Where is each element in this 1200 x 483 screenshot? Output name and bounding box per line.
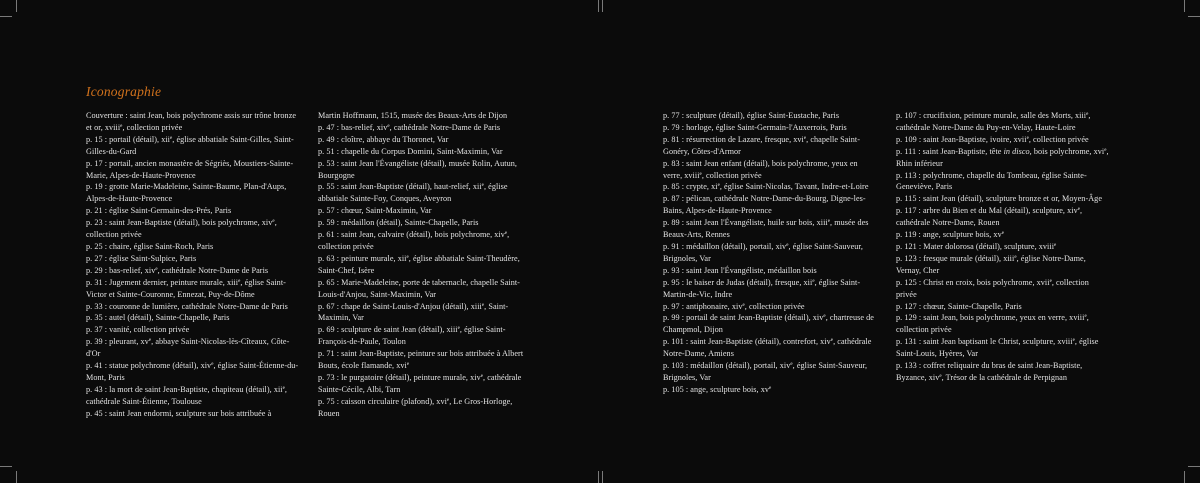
- caption-entry: p. 123 : fresque murale (détail), xiii$^e$, église Notre-Dame, Vernay, Cher: [896, 253, 1086, 275]
- crop-mark: [598, 0, 599, 12]
- caption-entry: p. 63 : peinture murale, xii$^e$, église abbatiale Saint-Theudère, Saint-Chef, Isère: [318, 253, 520, 275]
- caption-entry: p. 35 : autel (détail), Sainte-Chapelle, Paris: [86, 313, 230, 323]
- caption-entry: p. 37 : vanité, collection privée: [86, 325, 190, 335]
- caption-entry: p. 121 : Mater dolorosa (détail), sculpture, xviii$^e$: [896, 241, 1057, 251]
- caption-entry: p. 61 : saint Jean, calvaire (détail), bois polychrome, xiv$^e$, collection privée: [318, 230, 510, 251]
- caption-entry: p. 89 : saint Jean l'Évangéliste, huile sur bois, xiii$^e$, musée des Beaux-Arts, Rennes: [663, 218, 869, 240]
- caption-entry: p. 93 : saint Jean l'Évangéliste, médaillon bois: [663, 265, 817, 275]
- caption-entry: p. 67 : chape de Saint-Louis-d'Anjou (détail), xiii$^e$, Saint-Maximin, Var: [318, 301, 509, 323]
- caption-entry: p. 65 : Marie-Madeleine, porte de tabernacle, chapelle Saint-Louis-d'Anjou, Saint-Maximin, Var: [318, 277, 520, 299]
- caption-entry: p. 17 : portail, ancien monastère de Ségriès, Moustiers-Sainte-Marie, Alpes-de-Haute-Provence: [86, 158, 294, 180]
- caption-entry: Couverture : saint Jean, bois polychrome assis sur trône bronze et or, xviii$^e$, collection privée: [86, 111, 297, 132]
- caption-entry: p. 15 : portail (détail), xii$^e$, église abbatiale Saint-Gilles, Saint-Gilles-du-Gard: [86, 134, 294, 156]
- caption-entry: p. 105 : ange, sculpture bois, $xv^e$: [663, 384, 772, 394]
- caption-entry: p. 43 : la mort de saint Jean-Baptiste, chapiteau (détail), xii$^e$, cathédrale Saint-Étienne, Toulouse: [86, 384, 288, 406]
- crop-mark: [16, 471, 17, 483]
- page-title: Iconographie: [86, 84, 162, 99]
- caption-entry: p. 47 : bas-relief, xiv$^e$, cathédrale Notre-Dame de Paris: [318, 122, 501, 132]
- crop-mark: [1184, 0, 1185, 12]
- caption-entry: p. 131 : saint Jean baptisant le Christ, sculpture, xviii$^e$, église Saint-Louis, Hyères, Var: [896, 337, 1099, 359]
- caption-entry: p. 31 : Jugement dernier, peinture murale, xiii$^e$, église Saint-Victor et Sainte-Couronne, Ennezat, Puy-de-Dôme: [86, 277, 286, 299]
- caption-entry: Martin Hoffmann, 1515, musée des Beaux-Arts de Dijon: [318, 111, 508, 120]
- caption-entry: p. 101 : saint Jean-Baptiste (détail), contrefort, xiv$^e$, cathédrale Notre-Dame, Amiens: [663, 337, 872, 359]
- caption-entry: p. 55 : saint Jean-Baptiste (détail), haut-relief, xii$^e$, église abbatiale Sainte-Foy, Conques, Aveyron: [318, 182, 508, 204]
- caption-entry: p. 81 : résurrection de Lazare, fresque, xvi$^e$, chapelle Saint-Gonéry, Côtes-d'Armor: [663, 134, 860, 156]
- caption-entry: p. 127 : chœur, Sainte-Chapelle, Paris: [896, 301, 1022, 311]
- caption-entry: p. 115 : saint Jean (détail), sculpture bronze et or, Moyen-Âge: [896, 194, 1103, 204]
- caption-entry: p. 27 : église Saint-Sulpice, Paris: [86, 253, 197, 263]
- crop-mark: [0, 466, 12, 467]
- caption-entry: p. 57 : chœur, Saint-Maximin, Var: [318, 206, 432, 216]
- caption-entry: p. 21 : église Saint-Germain-des-Prés, Paris: [86, 206, 232, 216]
- caption-entry: p. 85 : crypte, $xi^e$, église Saint-Nicolas, Tavant, Indre-et-Loire: [663, 182, 869, 192]
- caption-entry: p. 87 : pélican, cathédrale Notre-Dame-du-Bourg, Digne-les-Bains, Alpes-de-Haute-Provence: [663, 194, 866, 216]
- text-column-4: [896, 110, 1110, 384]
- caption-entry: p. 39 : pleurant, $xv^e$, abbaye Saint-Nicolas-lès-Cîteaux, Côte-d'Or: [86, 337, 290, 359]
- caption-entry: p. 109 : saint Jean-Baptiste, ivoire, xvii$^e$, collection privée: [896, 134, 1089, 144]
- caption-entry: p. 83 : saint Jean enfant (détail), bois polychrome, yeux en verre, xviii$^e$, collection privée: [663, 158, 858, 180]
- caption-entry: p. 23 : saint Jean-Baptiste (détail), bois polychrome, xiv$^e$, collection privée: [86, 218, 277, 240]
- crop-mark: [602, 0, 603, 12]
- caption-entry: p. 77 : sculpture (détail), église Saint-Eustache, Paris: [663, 111, 840, 120]
- crop-mark: [598, 471, 599, 483]
- crop-mark: [1184, 471, 1185, 483]
- caption-entry: p. 111 : saint Jean-Baptiste, tête in disco, bois polychrome, xvi$^e$, Rhin inférieur: [896, 146, 1109, 168]
- caption-entry: p. 103 : médaillon (détail), portail, xiv$^e$, église Saint-Sauveur, Brignoles, Var: [663, 361, 868, 382]
- crop-mark: [0, 16, 12, 17]
- caption-entry: p. 53 : saint Jean l'Évangéliste (détail), musée Rolin, Autun, Bourgogne: [318, 158, 517, 180]
- caption-entry: p. 45 : saint Jean endormi, sculpture sur bois attribuée à: [86, 408, 272, 418]
- text-column-2: [318, 110, 532, 420]
- caption-entry: p. 119 : ange, sculpture bois, $xv^e$: [896, 230, 1005, 240]
- caption-entry: p. 29 : bas-relief, xiv$^e$, cathédrale Notre-Dame de Paris: [86, 265, 269, 275]
- caption-entry: p. 133 : coffret reliquaire du bras de saint Jean-Baptiste, Byzance, xiv$^e$, Trésor de la cathédrale de Perpignan: [896, 361, 1083, 382]
- caption-entry: p. 129 : saint Jean, bois polychrome, yeux en verre, xviii$^e$, collection privée: [896, 313, 1089, 335]
- caption-entry: p. 117 : arbre du Bien et du Mal (détail), sculpture, xiv$^e$, cathédrale Notre-Dame, Rouen: [896, 206, 1083, 228]
- caption-entry: p. 51 : chapelle du Corpus Domini, Saint-Maximin, Var: [318, 146, 503, 156]
- caption-entry: p. 79 : horloge, église Saint-Germain-l'Auxerrois, Paris: [663, 122, 847, 132]
- crop-mark: [16, 0, 17, 12]
- caption-entry: p. 49 : cloître, abbaye du Thoronet, Var: [318, 134, 449, 144]
- caption-entry: p. 33 : couronne de lumière, cathédrale Notre-Dame de Paris: [86, 301, 288, 311]
- caption-entry: p. 19 : grotte Marie-Madeleine, Sainte-Baume, Plan-d'Aups, Alpes-de-Haute-Provence: [86, 182, 287, 204]
- caption-entry: p. 75 : caisson circulaire (plafond), xvi$^e$, Le Gros-Horloge, Rouen: [318, 396, 513, 418]
- crop-mark: [1188, 466, 1200, 467]
- text-column-1: [86, 110, 300, 420]
- caption-entry: p. 95 : le baiser de Judas (détail), fresque, xii$^e$, église Saint-Martin-de-Vic, Indre: [663, 277, 861, 299]
- caption-entry: p. 107 : crucifixion, peinture murale, salle des Morts, xiii$^e$, cathédrale Notre-Dame du Puy-en-Velay, Haute-Loire: [896, 111, 1091, 132]
- caption-entry: p. 69 : sculpture de saint Jean (détail), xiii$^e$, église Saint-François-de-Paule, Toulon: [318, 325, 506, 347]
- caption-entry: p. 71 : saint Jean-Baptiste, peinture sur bois attribuée à Albert Bouts, école flamande, xvi$^e$: [318, 349, 524, 371]
- text-column-3: [663, 110, 877, 396]
- caption-entry: p. 99 : portail de saint Jean-Baptiste (détail), xiv$^e$, chartreuse de Champmol, Dijon: [663, 313, 874, 335]
- caption-entry: p. 113 : polychrome, chapelle du Tombeau, église Sainte-Geneviève, Paris: [896, 170, 1087, 192]
- caption-entry: p. 41 : statue polychrome (détail), xiv$^e$, église Saint-Étienne-du-Mont, Paris: [86, 361, 299, 382]
- caption-entry: p. 125 : Christ en croix, bois polychrome, xvii$^e$, collection privée: [896, 277, 1089, 299]
- crop-mark: [602, 471, 603, 483]
- caption-entry: p. 25 : chaire, église Saint-Roch, Paris: [86, 241, 214, 251]
- caption-entry: p. 97 : antiphonaire, xiv$^e$, collection privée: [663, 301, 805, 311]
- crop-mark: [1188, 16, 1200, 17]
- caption-entry: p. 73 : le purgatoire (détail), peinture murale, xiv$^e$, cathédrale Sainte-Cécile, Albi, Tarn: [318, 372, 522, 394]
- caption-entry: p. 91 : médaillon (détail), portail, xiv$^e$, église Saint-Sauveur, Brignoles, Var: [663, 241, 863, 263]
- caption-entry: p. 59 : médaillon (détail), Sainte-Chapelle, Paris: [318, 218, 479, 228]
